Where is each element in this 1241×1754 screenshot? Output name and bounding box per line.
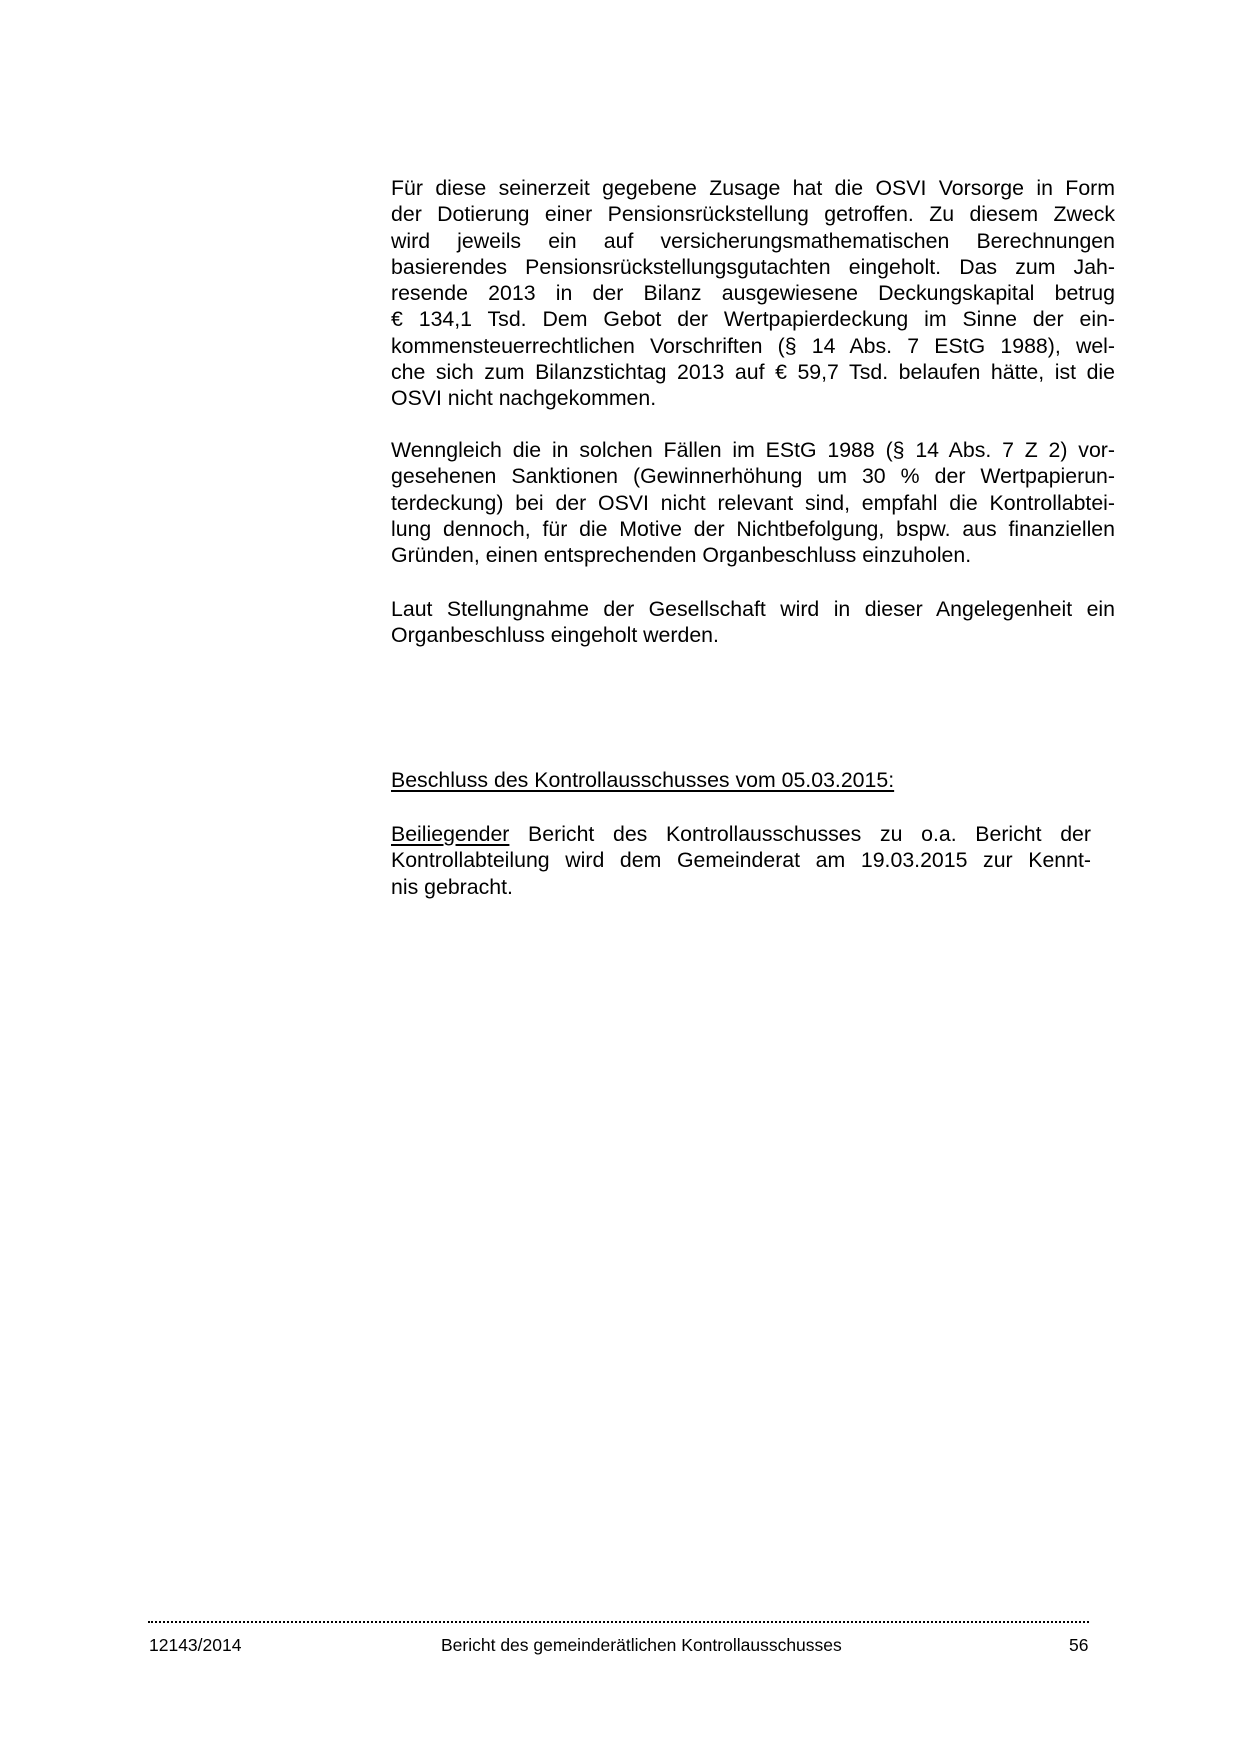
resolution-heading: Beschluss des Kontrollausschusses vom 05.03.2015: bbox=[391, 768, 895, 792]
text-line bbox=[391, 821, 1091, 847]
paragraph-sanctions bbox=[391, 437, 1115, 568]
text-line: Wenngleich die in solchen Fällen im EStG 1988 (§ 14 Abs. 7 Z 2) vor- bbox=[391, 438, 1115, 462]
text-line: Kontrollabteilung wird dem Gemeinderat am 19.03.2015 zur Kennt- bbox=[391, 848, 1091, 873]
footer-report-title: Bericht des gemeinderätlichen Kontrollausschusses bbox=[441, 1635, 842, 1655]
text-line: basierendes Pensionsrückstellungsgutachten eingeholt. Das zum Jah- bbox=[391, 254, 1115, 279]
resolution-heading-block bbox=[391, 767, 1115, 793]
text-line: Organbeschluss eingeholt werden. bbox=[391, 623, 719, 648]
text-line: wird jeweils ein auf versicherungsmathematischen Berechnungen bbox=[391, 228, 1115, 253]
text-line: Für diese seinerzeit gegebene Zusage hat die OSVI Vorsorge in Form bbox=[391, 176, 1115, 200]
text-line: gesehenen Sanktionen (Gewinnerhöhung um 30 % der Wertpapierun- bbox=[391, 464, 1115, 489]
text-line: che sich zum Bilanzstichtag 2013 auf € 59,7 Tsd. belaufen hätte, ist die bbox=[391, 360, 1115, 385]
text-line: lung dennoch, für die Motive der Nichtbefolgung, bspw. aus finanziellen bbox=[391, 516, 1115, 541]
resolution-paragraph bbox=[391, 821, 1091, 900]
resolution-line1-rest: Bericht des Kontrollausschusses zu o.a. Bericht der bbox=[509, 822, 1091, 846]
paragraph-statement bbox=[391, 596, 1115, 649]
text-line: € 134,1 Tsd. Dem Gebot der Wertpapierdeckung im Sinne der ein- bbox=[391, 307, 1115, 332]
text-line: Laut Stellungnahme der Gesellschaft wird in dieser Angelegenheit ein bbox=[391, 597, 1115, 621]
footer-reference-number: 12143/2014 bbox=[149, 1635, 242, 1655]
footer-page-number: 56 bbox=[1069, 1635, 1089, 1655]
text-line: resende 2013 in der Bilanz ausgewiesene Deckungskapital betrug bbox=[391, 281, 1115, 306]
resolution-first-word: Beiliegender bbox=[391, 822, 510, 846]
text-line: nis gebracht. bbox=[391, 874, 513, 899]
text-line: terdeckung) bei der OSVI nicht relevant sind, empfahl die Kontrollabtei- bbox=[391, 490, 1115, 515]
text-line: Gründen, einen entsprechenden Organbeschluss einzuholen. bbox=[391, 543, 972, 568]
text-line: kommensteuerrechtlichen Vorschriften (§ 14 Abs. 7 EStG 1988), wel- bbox=[391, 333, 1115, 358]
text-line: der Dotierung einer Pensionsrückstellung getroffen. Zu diesem Zweck bbox=[391, 202, 1115, 227]
footer-dotted-rule bbox=[148, 1621, 1089, 1623]
text-line: OSVI nicht nachgekommen. bbox=[391, 386, 657, 411]
paragraph-pension-provision bbox=[391, 175, 1115, 412]
